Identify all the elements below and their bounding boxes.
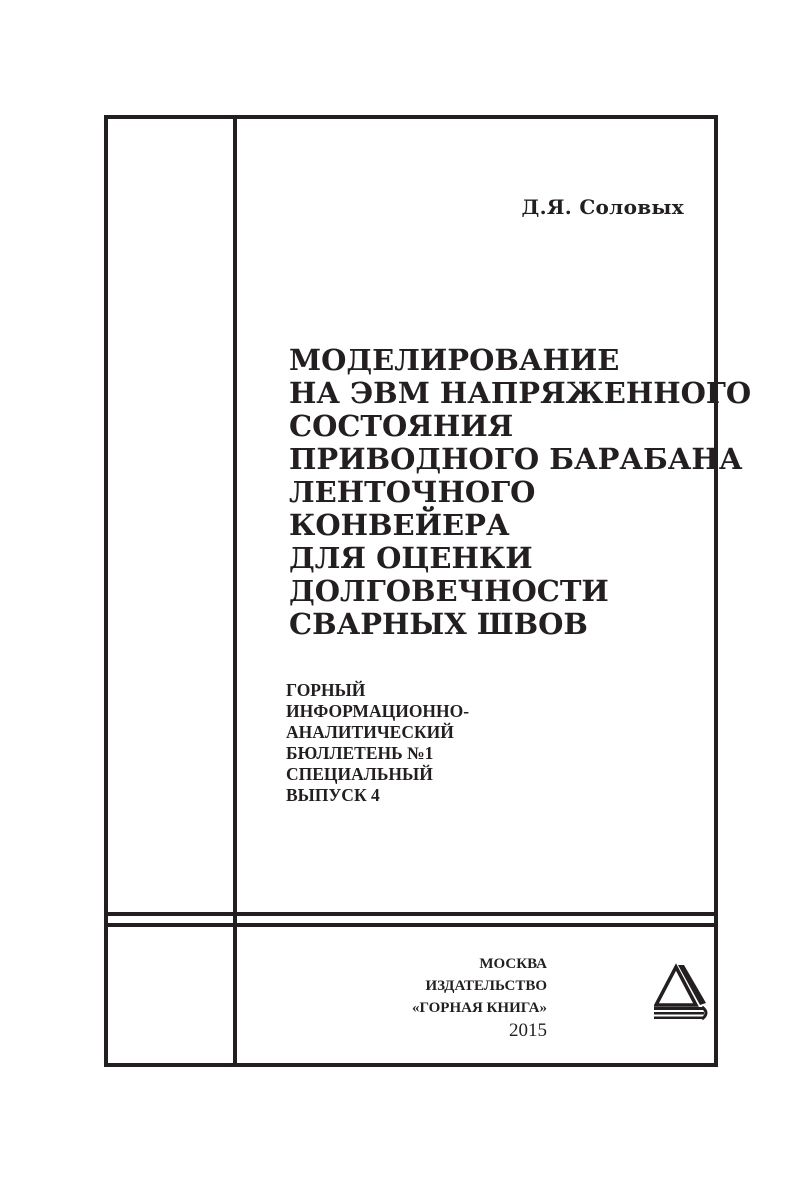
title-line: СВАРНЫХ ШВОВ [289,607,588,641]
title-line: НА ЭВМ НАПРЯЖЕННОГО [289,376,752,410]
triangle-book-logo-icon [654,963,710,1025]
publisher-block [412,953,547,1043]
series-line: ВЫПУСК 4 [286,785,380,805]
publisher-city: МОСКВА [479,956,547,972]
series-line: БЮЛЛЕТЕНЬ №1 [286,743,434,763]
publisher-label: ИЗДАТЕЛЬСТВО [425,978,547,994]
title-line: ПРИВОДНОГО БАРАБАНА [289,442,743,476]
series-line: СПЕЦИАЛЬНЫЙ [286,764,433,784]
horizontal-divider-top [104,912,718,916]
book-title [289,344,751,641]
publisher-name: «ГОРНАЯ КНИГА» [411,1000,547,1016]
series-line: АНАЛИТИЧЕСКИЙ [286,722,454,742]
horizontal-divider-bottom [104,923,718,927]
title-line: МОДЕЛИРОВАНИЕ [289,343,620,377]
title-line: ДОЛГОВЕЧНОСТИ [289,574,609,608]
title-line: КОНВЕЙЕРА [289,508,510,542]
author-name: Д.Я. Соловых [521,195,684,219]
publication-year: 2015 [509,1020,547,1041]
title-line: ЛЕНТОЧНОГО [289,475,536,509]
title-line: СОСТОЯНИЯ [289,409,514,443]
series-line: ИНФОРМАЦИОННО- [286,701,470,721]
title-line: ДЛЯ ОЦЕНКИ [289,541,533,575]
series-line: ГОРНЫЙ [286,680,366,700]
series-info [286,680,469,806]
